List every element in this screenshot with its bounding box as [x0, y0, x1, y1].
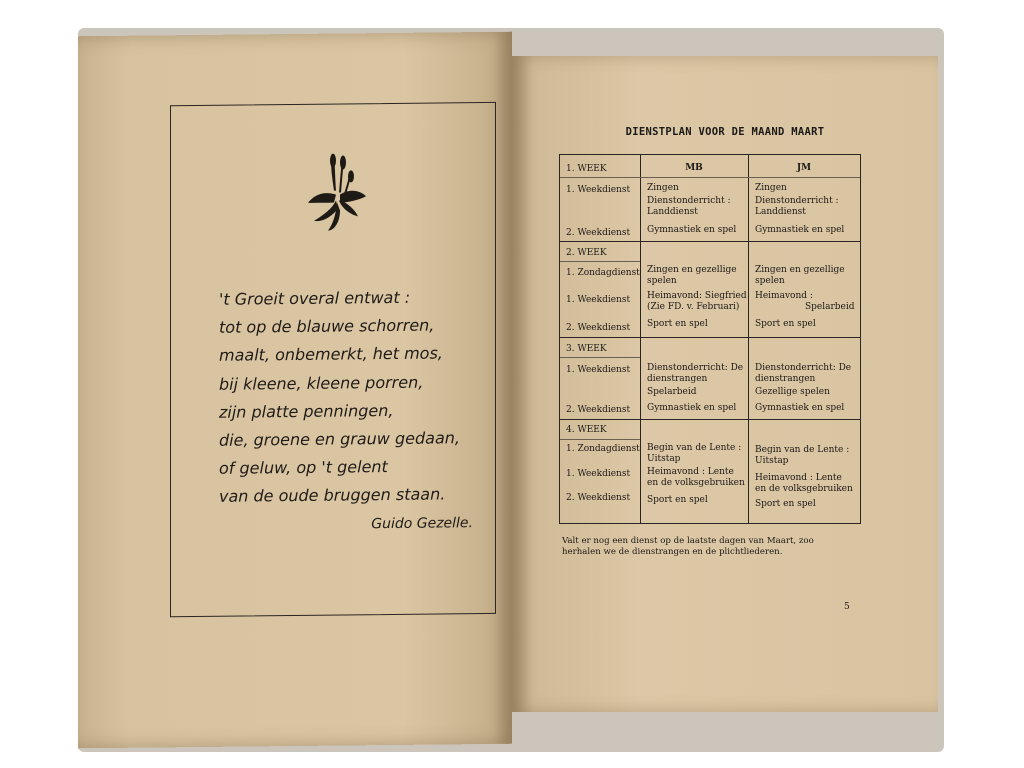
cell-line: Zingen: [647, 183, 679, 193]
mb-cell: [647, 265, 737, 287]
cell-line: Spelarbeid: [647, 387, 697, 397]
week-divider: [560, 241, 860, 242]
mb-cell: [647, 443, 741, 465]
row-label: 1. Weekdienst: [566, 365, 631, 375]
cell-line: Heimavond: Siegfried: [647, 291, 747, 301]
poem-line: van de oude bruggen staan.: [219, 484, 446, 507]
poem-line: 't Groeit overal entwat :: [219, 287, 411, 309]
row-divider: [560, 439, 640, 440]
cell-line: Zingen: [755, 183, 787, 193]
mb-cell: [647, 183, 731, 218]
week-heading: 2. WEEK: [566, 248, 607, 258]
cell-line: Zingen en gezellige: [755, 265, 845, 275]
poem: [219, 283, 489, 511]
jm-cell: Sport en spel: [755, 499, 816, 509]
mb-cell: Sport en spel: [647, 319, 708, 329]
poem-line: of geluw, op 't gelent: [219, 457, 388, 479]
jm-cell: Gymnastiek en spel: [755, 225, 845, 235]
cell-line: Landdienst: [755, 207, 806, 217]
row-label: 2. Weekdienst: [566, 493, 631, 503]
row-divider: [560, 357, 640, 358]
jm-cell: Gymnastiek en spel: [755, 403, 845, 413]
cell-line: spelen: [755, 276, 785, 286]
row-label: 1. Zondagdienst: [566, 268, 640, 278]
page-title: DIENSTPLAN VOOR DE MAAND MAART: [625, 126, 825, 138]
poem-line: die, groene en grauw gedaan,: [219, 428, 460, 450]
left-page: [78, 32, 512, 749]
cell-line: (Zie FD. v. Februari): [647, 302, 740, 312]
cell-line: Dienstonderricht: De: [647, 363, 744, 373]
row-label: 1. Zondagdienst: [566, 444, 640, 454]
cell-line: Zingen en gezellige: [647, 265, 737, 275]
cell-line: Gezellige spelen: [755, 387, 830, 397]
mb-cell: [647, 291, 747, 313]
poem-line: maalt, onbemerkt, het mos,: [219, 343, 443, 366]
mb-cell: [647, 467, 745, 489]
row-label: 1. Weekdienst: [566, 295, 631, 305]
cell-line: Dienstonderricht :: [755, 196, 839, 206]
cell-line: Uitstap: [647, 454, 681, 464]
cell-line: en de volksgebruiken: [755, 484, 853, 494]
poem-line: zijn platte penningen,: [219, 400, 394, 422]
page-number: 5: [844, 602, 850, 612]
jm-cell: [755, 445, 849, 467]
row-divider: [560, 177, 860, 178]
cell-line: Begin van de Lente :: [755, 445, 850, 455]
week-divider: [560, 419, 860, 420]
header-jm: JM: [796, 163, 812, 173]
week-divider: [560, 337, 860, 338]
cell-line: Begin van de Lente :: [647, 443, 742, 453]
week-heading: 3. WEEK: [566, 344, 607, 354]
cell-line: Dienstonderricht :: [647, 196, 731, 206]
cell-line: spelen: [647, 276, 677, 286]
mb-cell: Gymnastiek en spel: [647, 403, 737, 413]
mb-cell: Sport en spel: [647, 495, 708, 505]
row-label: 1. Weekdienst: [566, 185, 631, 195]
jm-cell: [755, 183, 839, 218]
cell-line: Dienstonderricht: De: [755, 363, 852, 373]
cell-line: Spelarbeid: [805, 302, 855, 312]
header-mb: MB: [685, 163, 703, 173]
cell-line: dienstrangen: [647, 374, 708, 384]
poem-line: tot op de blauwe schorren,: [219, 315, 435, 337]
footnote-line: herhalen we de dienstrangen en de plichtliederen.: [562, 547, 783, 557]
cell-line: Heimavond : Lente: [755, 473, 842, 483]
footnote-line: Valt er nog een dienst op de laatste dagen van Maart, zoo: [562, 536, 814, 546]
row-label: 2. Weekdienst: [566, 323, 631, 333]
cell-line: Heimavond :: [755, 291, 813, 301]
mb-cell: Gymnastiek en spel: [647, 225, 737, 235]
jm-cell: Sport en spel: [755, 319, 816, 329]
row-divider: [560, 261, 640, 262]
row-label: 2. Weekdienst: [566, 228, 631, 238]
column-divider: [640, 155, 641, 523]
jm-cell: [755, 473, 853, 495]
jm-cell: [755, 291, 855, 313]
poem-line: bij kleene, kleene porren,: [219, 372, 424, 394]
cell-line: en de volksgebruiken: [647, 478, 745, 488]
row-label: 2. Weekdienst: [566, 405, 631, 415]
right-page: [512, 56, 938, 712]
poem-author: Guido Gezelle.: [371, 515, 473, 533]
mb-cell: [647, 363, 743, 398]
cell-line: Uitstap: [755, 456, 789, 466]
cell-line: dienstrangen: [755, 374, 816, 384]
cell-line: Heimavond : Lente: [647, 467, 734, 477]
flower-icon: [306, 150, 366, 237]
jm-cell: [755, 363, 851, 398]
jm-cell: [755, 265, 845, 287]
schedule-table: [559, 154, 861, 524]
row-label: 1. Weekdienst: [566, 469, 631, 479]
column-divider: [748, 155, 749, 523]
cell-line: Landdienst: [647, 207, 698, 217]
week-heading: 4. WEEK: [566, 425, 607, 435]
poem-frame: [170, 102, 496, 617]
footnote: [562, 536, 862, 558]
week-heading: 1. WEEK: [566, 164, 607, 174]
